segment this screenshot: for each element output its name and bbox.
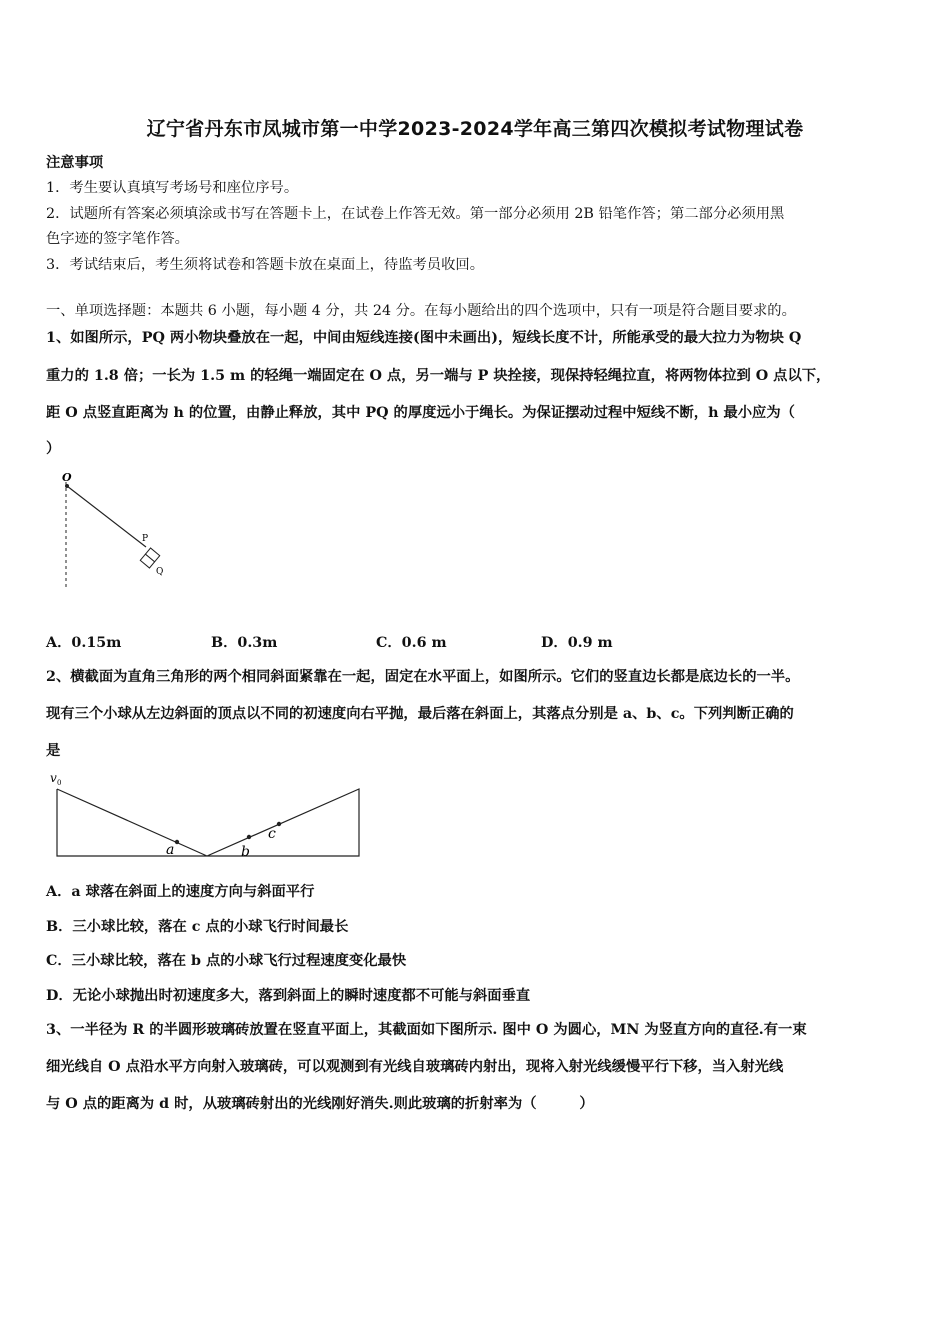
blocks-pq (140, 548, 159, 568)
point-c (277, 822, 281, 826)
exam-title: 辽宁省丹东市凤城市第一中学2023-2024学年高三第四次模拟考试物理试卷 (146, 118, 804, 140)
q2-option-a: A．a 球落在斜面上的速度方向与斜面平行 (46, 884, 315, 900)
label-b: b (241, 844, 250, 860)
q2-option-c: C．三小球比较，落在 b 点的小球飞行过程速度变化最快 (46, 953, 407, 969)
q2-line-2: 现有三个小球从左边斜面的顶点以不同的初速度向右平抛，最后落在斜面上，其落点分别是 a、b、c。下列判断正确的 (46, 706, 794, 722)
label-o: O (62, 471, 72, 484)
notice-heading: 注意事项 (46, 155, 104, 171)
q3-line-3: 与 O 点的距离为 d 时，从玻璃砖射出的光线刚好消失.则此玻璃的折射率为（ ） (46, 1096, 594, 1112)
q2-option-b: B．三小球比较，落在 c 点的小球飞行时间最长 (46, 919, 349, 935)
notice-item-2: 2．试题所有答案必须填涂或书写在答题卡上，在试卷上作答无效。第一部分必须用 2B 铅笔作答；第二部分必须用黑 (46, 206, 785, 222)
q1-option-a: A．0.15m (46, 635, 122, 651)
q1-line-4: ） (46, 441, 61, 457)
section-heading: 一、单项选择题：本题共 6 小题，每小题 4 分，共 24 分。在每小题给出的四个选项中，只有一项是符合题目要求的。 (46, 303, 796, 319)
q1-option-c: C．0.6 m (376, 635, 447, 651)
q1-line-2: 重力的 1.8 倍；一长为 1.5 m 的轻绳一端固定在 O 点，另一端与 P 块拴接，现保持轻绳拉直，将两物体拉到 O 点以下， (46, 368, 831, 384)
left-incline (57, 789, 207, 856)
q1-line-3: 距 O 点竖直距离为 h 的位置，由静止释放，其中 PQ 的厚度远小于绳长。为保证摆动过程中短线不断，h 最小应为（ (46, 405, 795, 421)
point-b (247, 835, 251, 839)
notice-item-3: 3．考试结束后，考生须将试卷和答题卡放在桌面上，待监考员收回。 (46, 257, 484, 273)
pendulum-figure (50, 468, 180, 593)
label-v: v (50, 771, 57, 785)
label-q: Q (156, 567, 164, 577)
q2-option-d: D．无论小球抛出时初速度多大，落到斜面上的瞬时速度都不可能与斜面垂直 (46, 988, 531, 1004)
inclines-figure (46, 768, 366, 863)
right-incline (207, 789, 359, 856)
q1-option-d: D．0.9 m (541, 635, 613, 651)
q1-option-b: B．0.3m (211, 635, 278, 651)
notice-item-1: 1．考生要认真填写考场号和座位序号。 (46, 180, 299, 196)
label-v-sub: 0 (57, 779, 62, 787)
rope-line (67, 486, 149, 547)
pivot-point (65, 484, 69, 488)
q3-line-2: 细光线自 O 点沿水平方向射入玻璃砖，可以观测到有光线自玻璃砖内射出，现将入射光线缓慢平行下移，当入射光线 (46, 1059, 784, 1075)
q3-line-1: 3、一半径为 R 的半圆形玻璃砖放置在竖直平面上，其截面如下图所示. 图中 O 为圆心，MN 为竖直方向的直径.有一束 (46, 1022, 807, 1038)
q1-line-1: 1、如图所示，PQ 两小物块叠放在一起，中间由短线连接(图中未画出)，短线长度不计，所能承受的最大拉力为物块 Q (46, 330, 802, 346)
point-a (175, 840, 179, 844)
q2-line-1: 2、横截面为直角三角形的两个相同斜面紧靠在一起，固定在水平面上，如图所示。它们的竖直边长都是底边长的一半。 (46, 669, 800, 685)
notice-item-2-cont: 色字迹的签字笔作答。 (46, 231, 189, 247)
label-c: c (268, 826, 276, 842)
label-p: P (142, 534, 149, 544)
q2-line-3: 是 (46, 743, 61, 759)
label-a: a (166, 842, 175, 858)
